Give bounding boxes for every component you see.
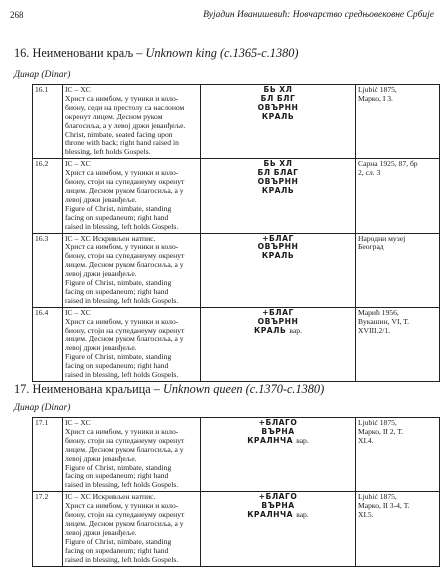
description-line: Figure of Christ, nimbate, standing [65, 203, 172, 213]
legend-line [203, 252, 353, 261]
legend-text: БЬ ХЛ [263, 85, 293, 94]
coin-table-16 [32, 84, 440, 382]
legend-text: +БЛАГО [258, 492, 298, 502]
bibliographic-reference [356, 233, 440, 307]
reference-line: Вукашин, VI, Т. [358, 316, 410, 326]
reverse-legend [201, 85, 356, 159]
description-line: Христ са нимбом, у туники и коло- [65, 426, 179, 436]
description-line: facing on supedaneum; right hand [65, 361, 169, 371]
description-line: Christ, nimbate, seated facing upon [65, 129, 173, 139]
legend-text: ОВЪРНН [257, 316, 299, 326]
page-number: 268 [10, 10, 24, 20]
legend-text: БЛ БЛГ [260, 93, 296, 103]
description-line: Христ са нимбом, у туники и коло- [65, 93, 179, 103]
legend-text: +БЛАГ [262, 307, 294, 317]
description-line: raised in blessing, left holds Gospels. [65, 221, 179, 231]
section-title-sr: 16. Неименовани краљ – [14, 46, 143, 60]
legend-text: ОВЪРНН [257, 177, 299, 187]
description-line: Христ са нимбом, у туники и коло- [65, 316, 179, 326]
description-line: левој држи јеванђеље. [65, 194, 137, 204]
legend-variant-note: вар. [296, 435, 309, 445]
table-row [33, 85, 440, 159]
reverse-legend [201, 418, 356, 492]
legend-text: КРАЛНЧА [247, 435, 294, 445]
description-line: IC – XC [65, 85, 91, 94]
description-line: Figure of Christ, nimbate, standing [65, 462, 172, 472]
description-line: raised in blessing, left holds Gospels. [65, 480, 179, 490]
bibliographic-reference [356, 418, 440, 492]
catalog-number: 16.3 [33, 233, 63, 307]
legend-text: КРАЛЬ [261, 251, 295, 261]
legend-text: ВЪРНА [261, 426, 295, 436]
description-line: левој држи јеванђеље. [65, 269, 137, 279]
description-line: IC – XC [65, 159, 91, 169]
table-row [33, 492, 440, 566]
legend-text: КРАЛНЧА [247, 510, 294, 520]
description-line: окренут лицем. Десном руком [65, 111, 163, 121]
description-line: биону, стоји на супеданеуму окренут [65, 251, 185, 261]
description-line: Христ са нимбом, у туники и коло- [65, 501, 179, 511]
legend-text: БЛ БЛАГ [257, 168, 299, 178]
legend-line [203, 327, 353, 336]
section-title-16 [14, 46, 299, 61]
reverse-legend [201, 492, 356, 566]
catalog-number: 16.1 [33, 85, 63, 159]
reference-line: Ljubić 1875, [358, 418, 397, 427]
reverse-legend [201, 233, 356, 307]
obverse-description [63, 85, 201, 159]
description-line: биону, стоји на супеданеуму окренут [65, 177, 185, 187]
reference-line: 2, сл. 3 [358, 168, 381, 178]
reference-line: XVIII.2/1. [358, 325, 391, 335]
reverse-legend [201, 307, 356, 381]
description-line: биону, стоји на супеданеуму окренут [65, 510, 185, 520]
obverse-description [63, 492, 201, 566]
legend-text: ВЪРНА [261, 501, 295, 511]
running-head [10, 10, 434, 24]
reference-line: Марко, II 3-4, Т. [358, 501, 410, 511]
reference-line: Марко, I 3. [358, 93, 393, 103]
bibliographic-reference [356, 159, 440, 233]
reference-line: Ljubić 1875, [358, 492, 397, 502]
description-line: лицем. Десном руком благосиља, а у [65, 518, 184, 528]
running-title: Вујадин Иванишевић: Новчарство средњовековне Србије [203, 10, 434, 20]
description-line: биону, седи на престолу са наслоном [65, 102, 185, 112]
legend-variant-note: вар. [296, 510, 309, 520]
description-line: лицем. Десном руком благосиља, а у [65, 185, 184, 195]
section-title-en: Unknown queen (c.1370-c.1380) [163, 382, 325, 396]
legend-variant-note: вар. [289, 325, 302, 335]
legend-text: ОВЪРНН [257, 242, 299, 252]
legend-text: КРАЛЬ [261, 185, 295, 195]
description-line: raised in blessing, left holds Gospels. [65, 370, 179, 380]
description-line: raised in blessing, left holds Gospels. [65, 554, 179, 564]
description-line: левој држи јеванђеље. [65, 343, 137, 353]
legend-line [203, 511, 353, 520]
description-line: благосиља, а у левој држи јеванђеље. [65, 120, 186, 130]
table-row [33, 233, 440, 307]
description-line: throne with back; right hand raised in [65, 138, 179, 148]
bibliographic-reference [356, 492, 440, 566]
description-line: facing on supedaneum; right hand [65, 471, 169, 481]
bibliographic-reference [356, 85, 440, 159]
description-line: Figure of Christ, nimbate, standing [65, 352, 172, 362]
section-title-17 [14, 382, 324, 397]
description-line: IC – XC [65, 307, 91, 317]
description-line: лицем. Десном руком благосиља, а у [65, 260, 184, 270]
description-line: IC – XC Искривљен натпис. [65, 492, 156, 502]
legend-line [203, 187, 353, 196]
section-title-en: Unknown king (c.1365-c.1380) [145, 46, 299, 60]
legend-text: БЬ ХЛ [263, 159, 293, 169]
description-line: левој држи јеванђеље. [65, 453, 137, 463]
description-line: Figure of Christ, nimbate, standing [65, 536, 172, 546]
description-line: Христ са нимбом, у туники и коло- [65, 168, 179, 178]
description-line: IC – XC [65, 418, 91, 427]
reference-line: XI.5. [358, 510, 374, 520]
description-line: blessing, left holds Gospels. [65, 147, 151, 157]
description-line: лицем. Десном руком благосиља, а у [65, 334, 184, 344]
description-line: биону, стоји на супеданеуму окренут [65, 435, 185, 445]
description-line: лицем. Десном руком благосиља, а у [65, 444, 184, 454]
legend-text: +БЛАГО [258, 418, 298, 427]
table-row [33, 307, 440, 381]
legend-line [203, 437, 353, 446]
description-line: facing on supedaneum; right hand [65, 545, 169, 555]
description-line: raised in blessing, left holds Gospels. [65, 295, 179, 305]
legend-text: КРАЛЬ [254, 325, 287, 335]
denomination-heading-16: Динар (Dinar) [14, 70, 71, 80]
description-line: левој држи јеванђеље. [65, 527, 137, 537]
catalog-number: 17.1 [33, 418, 63, 492]
catalog-number: 17.2 [33, 492, 63, 566]
obverse-description [63, 307, 201, 381]
table-row [33, 159, 440, 233]
obverse-description [63, 159, 201, 233]
description-line: IC – XC Искривљен натпис. [65, 233, 156, 243]
table-row [33, 418, 440, 492]
description-line: facing on supedaneum; right hand [65, 286, 169, 296]
obverse-description [63, 418, 201, 492]
section-title-sr: 17. Неименована краљица – [14, 382, 160, 396]
catalog-number: 16.2 [33, 159, 63, 233]
bibliographic-reference [356, 307, 440, 381]
description-line: facing on supedaneum; right hand [65, 212, 169, 222]
legend-text: КРАЛЬ [261, 111, 295, 121]
legend-text: +БЛАГ [262, 233, 294, 243]
legend-text: ОВЪРНН [257, 102, 299, 112]
reference-line: Марко, II 2, Т. [358, 426, 404, 436]
coin-table-17 [32, 417, 440, 567]
legend-line [203, 113, 353, 122]
reference-line: Ljubić 1875, [358, 85, 397, 94]
reference-line: Београд [358, 242, 384, 252]
description-line: Figure of Christ, nimbate, standing [65, 278, 172, 288]
reference-line: Марић 1956, [358, 307, 399, 317]
reverse-legend [201, 159, 356, 233]
description-line: Христ са нимбом, у туники и коло- [65, 242, 179, 252]
reference-line: Народни музеј [358, 233, 406, 243]
reference-line: Сарна 1925, 87, бр [358, 159, 418, 169]
denomination-heading-17: Динар (Dinar) [14, 403, 71, 413]
reference-line: XI.4. [358, 435, 374, 445]
description-line: биону, стоји на супеданеуму окренут [65, 325, 185, 335]
catalog-number: 16.4 [33, 307, 63, 381]
obverse-description [63, 233, 201, 307]
